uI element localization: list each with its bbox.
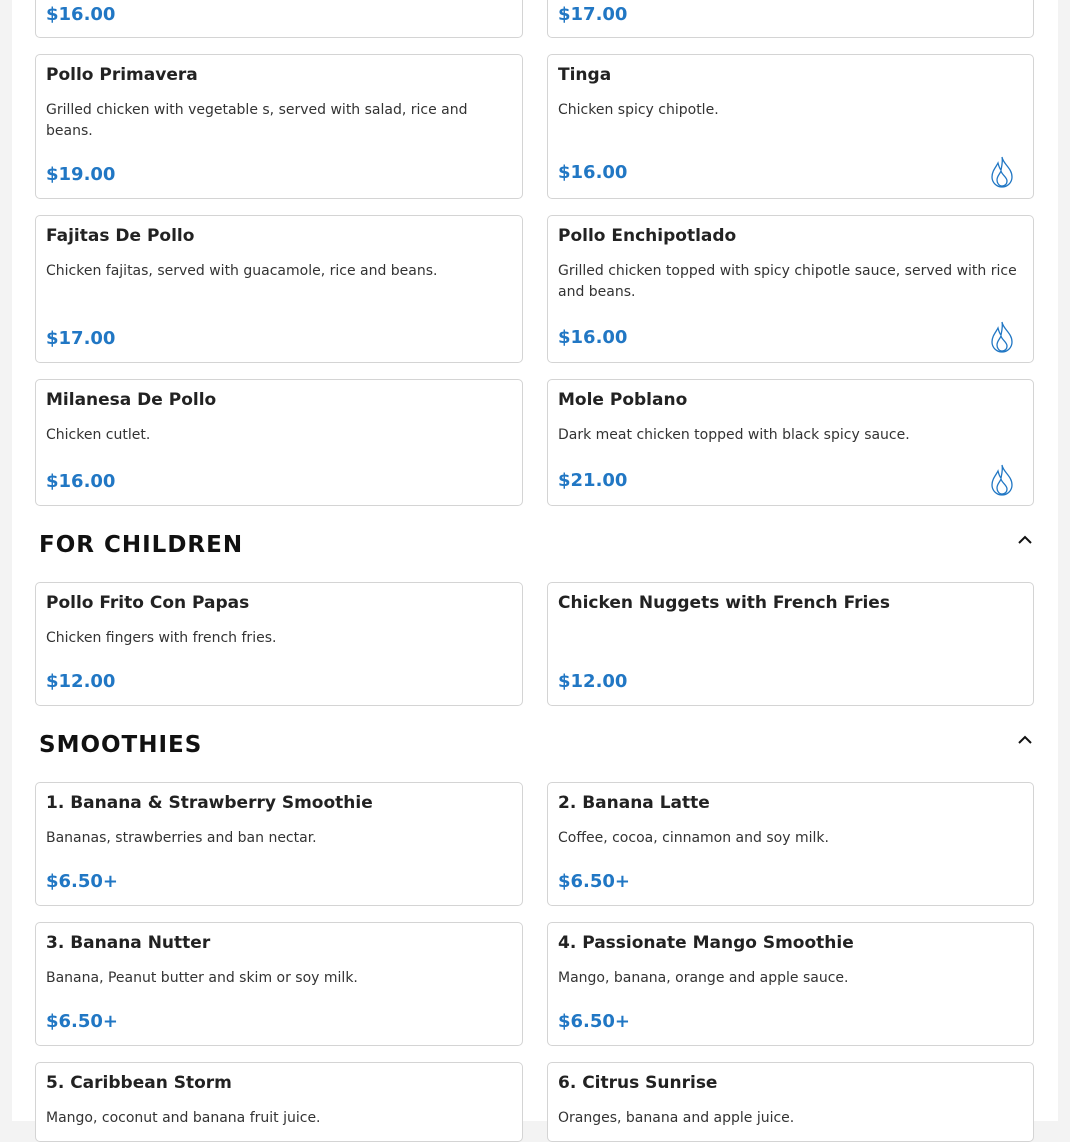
item-description: Oranges, banana and apple juice.	[558, 1110, 795, 1126]
menu-item-card[interactable]	[547, 922, 1034, 1046]
item-price: $6.50+	[46, 1011, 119, 1032]
item-name: Mole Poblano	[558, 390, 688, 410]
menu-page	[12, 0, 1058, 1126]
menu-item-card[interactable]	[547, 0, 1034, 38]
item-name: 3. Banana Nutter	[46, 933, 211, 953]
menu-item-card[interactable]	[547, 215, 1034, 363]
item-description: Banana, Peanut butter and skim or soy milk.	[46, 970, 358, 986]
item-price: $17.00	[558, 4, 628, 25]
item-price: $6.50+	[46, 871, 119, 892]
item-price: $12.00	[46, 671, 116, 692]
item-description: Chicken fajitas, served with guacamole, rice and beans.	[46, 263, 438, 279]
menu-item-card[interactable]	[547, 379, 1034, 506]
item-name: Tinga	[558, 65, 612, 85]
item-name: Chicken Nuggets with French Fries	[558, 593, 890, 613]
item-description: Chicken fingers with french fries.	[46, 630, 277, 646]
item-description: Grilled chicken topped with spicy chipotle sauce, served with rice and beans.	[558, 263, 1017, 300]
item-name: Pollo Frito Con Papas	[46, 593, 250, 613]
item-price: $16.00	[46, 471, 116, 492]
item-price: $16.00	[46, 4, 116, 25]
item-price: $16.00	[558, 327, 628, 348]
item-name: 2. Banana Latte	[558, 793, 710, 813]
item-description: Chicken cutlet.	[46, 427, 151, 443]
flame-icon	[989, 464, 1015, 496]
item-price: $19.00	[46, 164, 116, 185]
menu-item-card[interactable]	[35, 582, 523, 706]
menu-item-card[interactable]	[547, 54, 1034, 199]
menu-item-card[interactable]	[547, 582, 1034, 706]
menu-item-card[interactable]	[547, 1062, 1034, 1142]
item-price: $17.00	[46, 328, 116, 349]
item-name: 5. Caribbean Storm	[46, 1073, 232, 1093]
item-name: 4. Passionate Mango Smoothie	[558, 933, 854, 953]
item-name: 6. Citrus Sunrise	[558, 1073, 718, 1093]
item-name: Pollo Primavera	[46, 65, 198, 85]
menu-item-card[interactable]	[547, 782, 1034, 906]
chevron-up-icon[interactable]	[1016, 734, 1034, 746]
flame-icon	[989, 156, 1015, 188]
item-price: $16.00	[558, 162, 628, 183]
item-description: Coffee, cocoa, cinnamon and soy milk.	[558, 830, 829, 846]
item-price: $6.50+	[558, 1011, 631, 1032]
item-name: 1. Banana & Strawberry Smoothie	[46, 793, 373, 813]
menu-item-card[interactable]	[35, 379, 523, 506]
chevron-up-icon[interactable]	[1016, 534, 1034, 546]
section-title-for-children: FOR CHILDREN	[39, 532, 244, 558]
menu-item-card[interactable]	[35, 782, 523, 906]
item-name: Milanesa De Pollo	[46, 390, 217, 410]
item-price: $21.00	[558, 470, 628, 491]
item-description: Dark meat chicken topped with black spicy sauce.	[558, 427, 910, 443]
menu-item-card[interactable]	[35, 1062, 523, 1142]
item-description: Mango, coconut and banana fruit juice.	[46, 1110, 321, 1126]
menu-item-card[interactable]	[35, 922, 523, 1046]
item-name: Fajitas De Pollo	[46, 226, 195, 246]
menu-item-card[interactable]	[35, 0, 523, 38]
menu-item-card[interactable]	[35, 215, 523, 363]
item-description: Mango, banana, orange and apple sauce.	[558, 970, 849, 986]
section-title-smoothies: SMOOTHIES	[39, 732, 203, 758]
menu-item-card[interactable]	[35, 54, 523, 199]
item-price: $12.00	[558, 671, 628, 692]
item-description: Grilled chicken with vegetable s, served with salad, rice and beans.	[46, 102, 468, 139]
item-price: $6.50+	[558, 871, 631, 892]
item-description: Bananas, strawberries and ban nectar.	[46, 830, 317, 846]
item-name: Pollo Enchipotlado	[558, 226, 737, 246]
item-description: Chicken spicy chipotle.	[558, 102, 719, 118]
flame-icon	[989, 321, 1015, 353]
